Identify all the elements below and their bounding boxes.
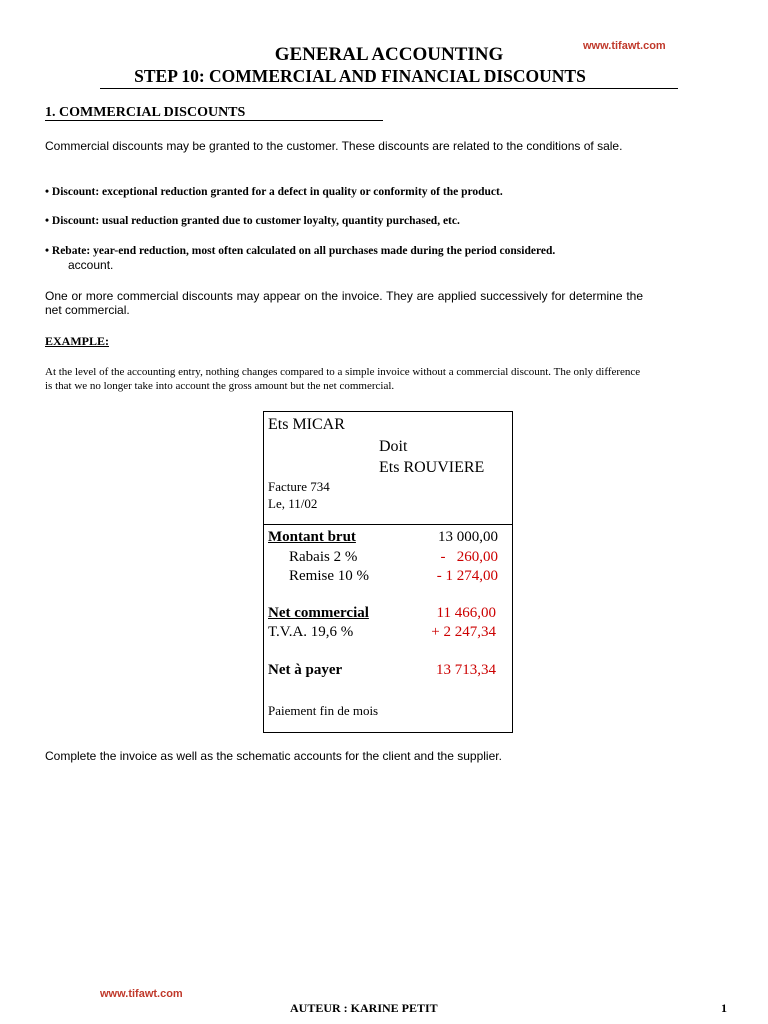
page-title: GENERAL ACCOUNTING: [274, 44, 504, 65]
bullet-discount-2: • Discount: usual reduction granted due to customer loyalty, quantity purchased, etc.: [45, 215, 460, 227]
invoice-row-label: T.V.A. 19,6 %: [268, 624, 354, 640]
footer-author: AUTEUR : KARINE PETIT: [290, 1001, 438, 1015]
paragraph-2: One or more commercial discounts may appear on the invoice. They are applied successively for determine the net commercial.: [45, 289, 643, 317]
bullet-continuation: account.: [68, 258, 114, 272]
invoice-row-amount: 11 466,00: [436, 605, 496, 621]
invoice-client: Ets ROUVIERE: [379, 459, 485, 476]
section-heading: 1. COMMERCIAL DISCOUNTS: [45, 105, 246, 120]
invoice-number: Facture 734: [268, 479, 330, 494]
title-underline: [100, 88, 678, 89]
site-url-top[interactable]: www.tifawt.com: [583, 40, 666, 52]
invoice-row-amount: 13 713,34: [436, 662, 496, 678]
example-text: At the level of the accounting entry, nothing changes compared to a simple invoice without a commercial discount. The only difference is that we no longer take into account the gross amount but the net commercial.: [45, 366, 641, 392]
page-subtitle: STEP 10: COMMERCIAL AND FINANCIAL DISCOUNTS: [134, 66, 586, 86]
example-label: EXAMPLE:: [45, 334, 109, 348]
invoice-row-amount: 13 000,00: [438, 529, 498, 545]
bullet-discount-1: • Discount: exceptional reduction granted for a defect in quality or conformity of the product.: [45, 186, 503, 198]
bullet-rebate: • Rebate: year-end reduction, most often calculated on all purchases made during the period considered.: [45, 245, 556, 257]
invoice-date: Le, 11/02: [268, 496, 318, 511]
invoice-row-amount: - 260,00: [440, 549, 498, 565]
invoice-company: Ets MICAR: [268, 416, 345, 433]
page-number: 1: [721, 1001, 727, 1015]
invoice-doit: Doit: [379, 438, 408, 455]
invoice-row-amount: - 1 274,00: [436, 568, 498, 584]
invoice-row-label: Rabais 2 %: [289, 549, 358, 565]
invoice-row-label: Montant brut: [268, 529, 356, 545]
invoice-row-label: Net commercial: [268, 605, 369, 621]
site-url-footer[interactable]: www.tifawt.com: [100, 988, 183, 1000]
invoice-row-amount: + 2 247,34: [431, 624, 496, 640]
invoice-payment-terms: Paiement fin de mois: [268, 703, 379, 718]
invoice-divider: [263, 524, 513, 525]
invoice-row-label: Remise 10 %: [289, 568, 369, 584]
closing-instruction: Complete the invoice as well as the schematic accounts for the client and the supplier.: [45, 749, 502, 763]
section-underline: [45, 120, 383, 121]
intro-paragraph: Commercial discounts may be granted to the customer. These discounts are related to the conditions of sale.: [45, 139, 623, 153]
invoice-row-label: Net à payer: [268, 662, 343, 678]
